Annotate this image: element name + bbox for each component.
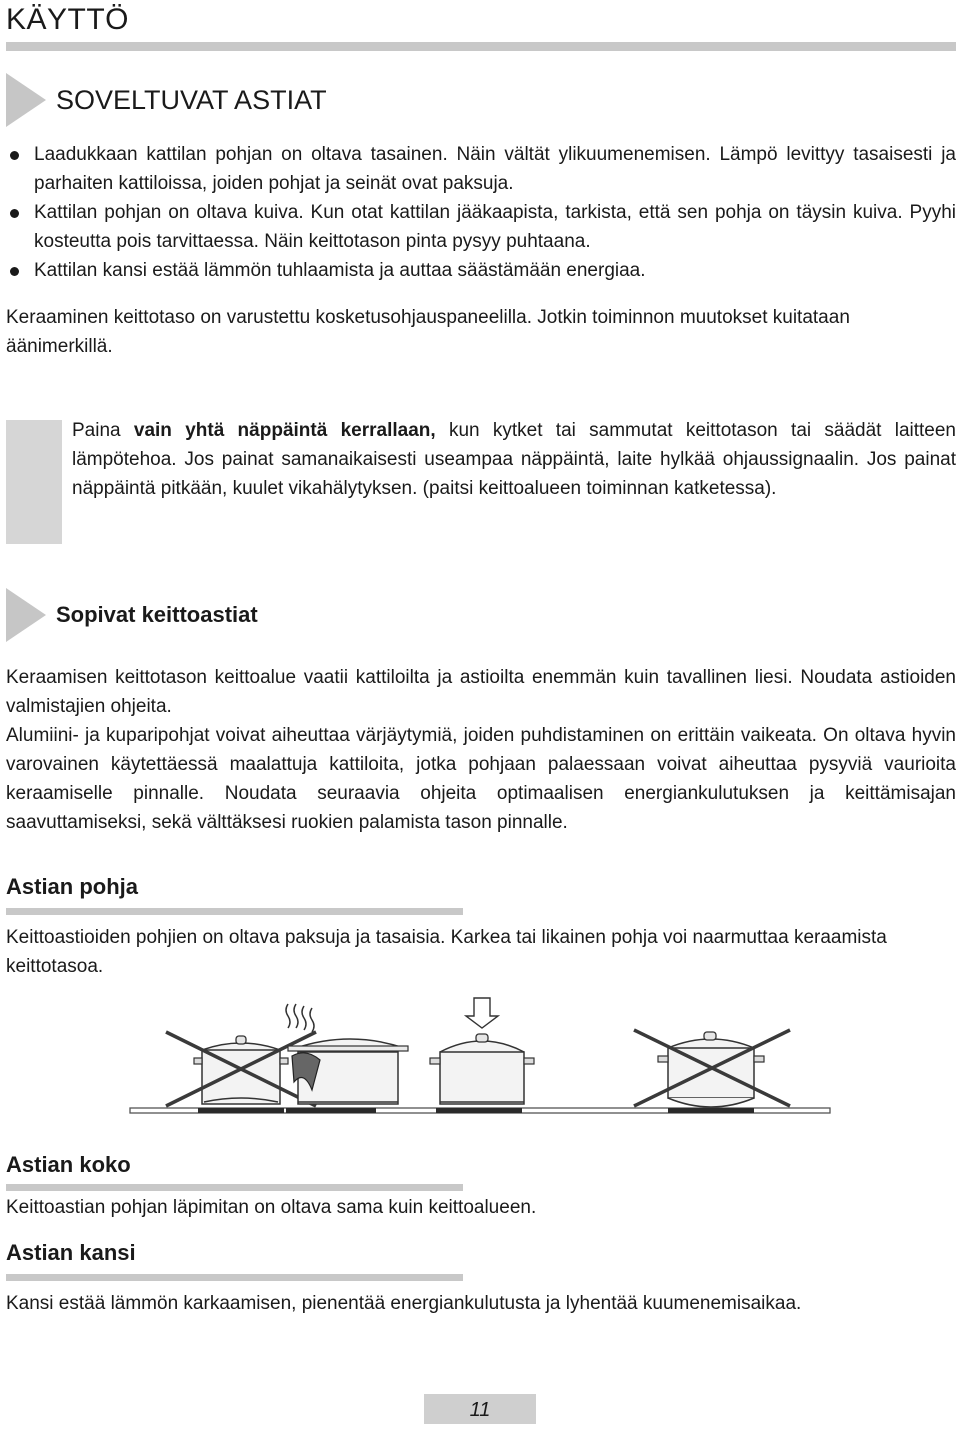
subsection-divider <box>6 1184 463 1191</box>
page-number: 11 <box>424 1394 536 1424</box>
note-text: Paina vain yhtä näppäintä kerrallaan, kun kytket tai sammutat keittotason tai säädät laitteen lämpötehoa. Jos painat samanaikaisesti useampaa näppäintä, laite hylkää ohjaussignaalin. Jos painat näppäintä pitkään, kuulet vikahälytyksen. (paitsi keittoalueen toiminnan katketessa). <box>72 420 957 499</box>
section-heading: Sopivat keittoastiat <box>56 602 258 627</box>
list-item: Kattilan pohjan on oltava kuiva. Kun otat kattilan jääkaapista, tarkista, että sen pohja on täysin kuiva. Pyyhi kosteutta pois tarvittaessa. Näin keittotason pinta pysyy puhtaana. <box>6 198 956 256</box>
down-arrow-icon <box>466 998 498 1028</box>
cookware-illustration <box>128 990 832 1120</box>
note-emphasis: vain yhtä näppäintä kerrallaan, <box>133 420 436 441</box>
page-title: KÄYTTÖ <box>6 3 130 36</box>
heating-zone <box>286 1108 376 1113</box>
hot-lid-pot-icon <box>286 1004 408 1104</box>
section-heading: SOVELTUVAT ASTIAT <box>56 85 327 115</box>
bullet-icon <box>10 151 19 160</box>
correct-pot-icon <box>430 998 534 1104</box>
list-item: Laadukkaan kattilan pohjan on oltava tasainen. Näin vältät ylikuumenemisen. Lämpö levittyy tasaisesti ja parhaiten kattiloissa, joiden pohjat ja seinät ovat paksuja. <box>6 140 956 198</box>
bullet-list <box>6 140 956 285</box>
list-item: Kattilan kansi estää lämmön tuhlaamista ja auttaa säästämään energiaa. <box>6 256 956 285</box>
bullet-icon <box>10 267 19 276</box>
subsection-heading: Astian pohja <box>6 874 139 899</box>
paragraph: Kansi estää lämmön karkaamisen, pienentää energiankulutusta ja lyhentää kuumenemisaikaa. <box>6 1293 802 1314</box>
subsection-divider <box>6 1274 463 1281</box>
paragraph: Keittoastioiden pohjien on oltava paksuja ja tasaisia. Karkea tai likainen pohja voi naarmuttaa keraamista keittotasoa. <box>6 927 887 977</box>
heating-zone <box>436 1108 522 1113</box>
paragraph: Keraamisen keittotason keittoalue vaatii kattiloilta ja astioilta enemmän kuin tavallinen liesi. Noudata astioiden valmistajien ohjeita. <box>6 667 956 717</box>
paragraph: Keraaminen keittotaso on varustettu kosketusohjauspaneelilla. Jotkin toiminnon muutokset kuitataan äänimerkillä. <box>6 307 850 357</box>
section-arrow-icon <box>6 588 46 642</box>
subsection-heading: Astian kansi <box>6 1240 136 1265</box>
subsection-heading: Astian koko <box>6 1152 131 1177</box>
paragraph: Alumiini- ja kuparipohjat voivat aiheuttaa värjäytymiä, joiden puhdistaminen on erittäin vaikeata. On oltava hyvin varovainen käytettäessä maalattuja kattiloita, jotka pohjaan palaessaan voivat aiheuttaa pysyviä vaurioita keraamiselle pinnalle. Noudata seuraavia ohjeita optimaalisen energiankulutuksen ja keittämisajan saavuttamiseksi, sekä välttäksesi ruokien palamista tason pinnalle. <box>6 725 956 833</box>
subsection-divider <box>6 908 463 915</box>
heating-zone <box>198 1108 284 1113</box>
heating-zone <box>668 1108 754 1113</box>
section-arrow-icon <box>6 73 46 127</box>
title-divider <box>6 42 956 51</box>
bullet-icon <box>10 209 19 218</box>
crossed-pot-icon <box>634 1030 790 1107</box>
note-marker <box>6 420 62 544</box>
paragraph: Keittoastian pohjan läpimitan on oltava sama kuin keittoalueen. <box>6 1197 537 1218</box>
